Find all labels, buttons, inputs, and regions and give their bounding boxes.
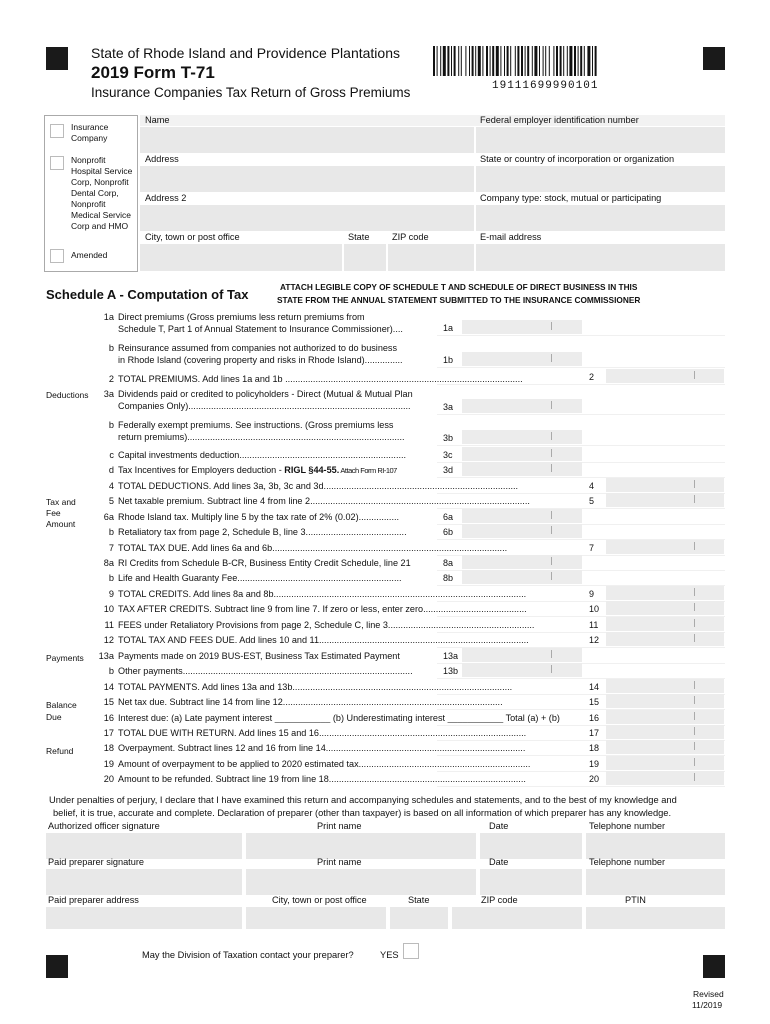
line-description: RI Credits from Schedule B-CR, Business Entity Credit Schedule, line 21 [118, 558, 411, 568]
line-number: 13a [98, 651, 114, 661]
cents-divider [551, 354, 552, 362]
line-description: Direct premiums (Gross premiums less return premiums from [118, 312, 365, 322]
state-name: State of Rhode Island and Providence Plantations [91, 45, 400, 61]
preparer-date-label: Date [489, 857, 509, 867]
company-type-label: Company type: stock, mutual or participating [480, 193, 662, 203]
line-description: Amount of overpayment to be applied to 2020 estimated tax.................................................................... [118, 759, 531, 769]
declaration-line-2: belief, it is true, accurate and complete. Declaration of preparer (other than taxpayer) is based on all information of which preparer has any knowledge. [53, 808, 672, 818]
insurance-company-label: Insurance Company [71, 122, 109, 143]
line-box-label: 5 [589, 496, 595, 506]
line-amount-input[interactable] [462, 447, 582, 461]
cents-divider [694, 542, 695, 550]
line-number: 4 [108, 481, 114, 491]
line-box-label: 18 [589, 743, 600, 753]
attach-note-2: STATE FROM THE ANNUAL STATEMENT SUBMITTED TO THE INSURANCE COMMISSIONER [277, 295, 641, 305]
line-description: Net taxable premium. Subtract line 4 from line 2....................................................................................... [118, 496, 530, 506]
email-input[interactable] [476, 244, 725, 271]
line-description: TOTAL TAX DUE. Add lines 6a and 6b............................................................................................. [118, 543, 508, 553]
cents-divider [551, 526, 552, 534]
line-description: TAX AFTER CREDITS. Subtract line 9 from line 7. If zero or less, enter zero......................................... [118, 604, 527, 614]
schedule-a-title: Schedule A - Computation of Tax [46, 287, 249, 302]
revised-date: 11/2019 [692, 1000, 723, 1010]
line-box-label: 13a [443, 651, 459, 661]
city-input[interactable] [140, 244, 342, 271]
line-description-cont: Schedule T, Part 1 of Annual Statement to Insurance Commissioner).... [118, 324, 403, 334]
line-box-label: 19 [589, 759, 600, 769]
line-description: TOTAL DEDUCTIONS. Add lines 3a, 3b, 3c and 3d............................................................................. [118, 481, 519, 491]
line-number: b [108, 666, 114, 676]
line-box-label: 4 [589, 481, 595, 491]
address2-label: Address 2 [145, 193, 187, 203]
name-label: Name [145, 115, 170, 125]
company-type-input[interactable] [476, 205, 725, 231]
line-amount-input[interactable] [462, 352, 582, 366]
cents-divider [694, 371, 695, 379]
preparer-state-input[interactable] [390, 907, 448, 929]
state-incorp-input[interactable] [476, 166, 725, 192]
line-number: 20 [103, 774, 114, 784]
registration-mark-top-right [703, 47, 725, 70]
line-description: Other payments........................................................................................... [118, 666, 413, 676]
line-description: Retaliatory tax from page 2, Schedule B, line 3........................................ [118, 527, 407, 537]
insurance-company-checkbox[interactable] [50, 124, 64, 138]
state-label: State [348, 232, 370, 242]
line-amount-input[interactable] [462, 399, 582, 413]
cents-divider [551, 432, 552, 440]
cents-divider [551, 322, 552, 330]
line-number: d [108, 465, 114, 475]
line-amount-input[interactable] [606, 540, 724, 554]
line-description-cont: return premiums)...................................................................................... [118, 432, 405, 442]
registration-mark-bottom-right [703, 955, 725, 978]
barcode-number: 19111699990101 [492, 80, 599, 92]
cents-divider [551, 557, 552, 565]
line-number: 6a [103, 512, 114, 522]
line-box-label: 17 [589, 728, 600, 738]
preparer-phone-input[interactable] [586, 869, 725, 895]
contact-yes-label: YES [380, 950, 399, 960]
line-number: 11 [104, 620, 114, 630]
form-title: 2019 Form T-71 [91, 63, 215, 82]
preparer-city-label: City, town or post office [272, 895, 367, 905]
line-description: TOTAL PREMIUMS. Add lines 1a and 1b .............................................................................................. [118, 374, 523, 384]
line-amount-input[interactable] [606, 601, 724, 615]
email-label: E-mail address [480, 232, 542, 242]
line-amount-input[interactable] [462, 570, 582, 584]
line-amount-input[interactable] [606, 632, 724, 646]
line-description: Overpayment. Subtract lines 12 and 16 from line 14............................................................................... [118, 743, 526, 753]
officer-phone-label: Telephone number [589, 821, 666, 831]
preparer-date-input[interactable] [480, 869, 582, 895]
line-number: 17 [103, 728, 114, 738]
line-box-label: 15 [589, 697, 600, 707]
amended-label: Amended [71, 250, 108, 260]
fein-input[interactable] [476, 127, 725, 153]
line-box-label: 3c [443, 450, 453, 460]
line-description: TOTAL CREDITS. Add lines 8a and 8b.................................................................................................... [118, 589, 527, 599]
line-number: 15 [103, 697, 114, 707]
line-amount-input[interactable] [606, 740, 724, 754]
cents-divider [694, 480, 695, 488]
line-box-label: 12 [589, 635, 600, 645]
zip-label: ZIP code [392, 232, 429, 242]
line-amount-input[interactable] [606, 710, 724, 724]
cents-divider [551, 511, 552, 519]
line-amount-input[interactable] [462, 430, 582, 444]
cents-divider [551, 449, 552, 457]
cents-divider [694, 588, 695, 596]
cents-divider [694, 758, 695, 766]
cents-divider [694, 603, 695, 611]
preparer-address-input[interactable] [46, 907, 242, 929]
line-number: b [108, 343, 114, 353]
officer-date-label: Date [489, 821, 509, 831]
officer-signature-label: Authorized officer signature [48, 821, 160, 831]
row-divider [437, 335, 725, 336]
declaration-line-1: Under penalties of perjury, I declare that I have examined this return and accompanying schedules and statements, and to the best of my knowledge and [49, 795, 677, 805]
preparer-zip-label: ZIP code [481, 895, 518, 905]
line-box-label: 9 [589, 589, 595, 599]
preparer-state-label: State [408, 895, 430, 905]
line-description: Life and Health Guaranty Fee................................................................. [118, 573, 402, 583]
registration-mark-top-left [46, 47, 68, 70]
line-number: b [108, 573, 114, 583]
row-divider [437, 445, 725, 446]
registration-mark-bottom-left [46, 955, 68, 978]
line-amount-input[interactable] [606, 493, 724, 507]
officer-signature-input[interactable] [46, 833, 242, 859]
line-box-label: 16 [589, 713, 600, 723]
line-box-label: 7 [589, 543, 595, 553]
preparer-signature-label: Paid preparer signature [48, 857, 145, 867]
line-amount-input[interactable] [606, 369, 724, 383]
line-box-label: 3d [443, 465, 454, 475]
revised-label: Revised [693, 989, 724, 999]
barcode [433, 46, 681, 76]
line-description: Net tax due. Subtract line 14 from line 12....................................................................................... [118, 697, 503, 707]
line-number: 5 [108, 496, 114, 506]
line-amount-input[interactable] [462, 462, 582, 476]
line-amount-input[interactable] [606, 679, 724, 693]
line-box-label: 3a [443, 402, 454, 412]
cents-divider [551, 665, 552, 673]
form-subtitle: Insurance Companies Tax Return of Gross Premiums [91, 85, 411, 100]
ptin-input[interactable] [586, 907, 725, 929]
line-description: Capital investments deduction.................................................................. [118, 450, 407, 460]
cents-divider [694, 773, 695, 781]
line-box-label: 10 [589, 604, 600, 614]
line-amount-input[interactable] [606, 478, 724, 492]
line-description: Federally exempt premiums. See instructions. (Gross premiums less [118, 420, 394, 430]
officer-phone-input[interactable] [586, 833, 725, 859]
line-number: 10 [103, 604, 114, 614]
cents-divider [551, 650, 552, 658]
cents-divider [694, 634, 695, 642]
preparer-address-label: Paid preparer address [48, 895, 139, 905]
line-description: FEES under Retaliatory Provisions from page 2, Schedule C, line 3.......................................................... [118, 620, 535, 630]
line-number: b [108, 420, 114, 430]
line-description: Tax Incentives for Employers deduction - RIGL §44-55. Attach Form RI-107 [118, 465, 397, 475]
line-description: Rhode Island tax. Multiply line 5 by the tax rate of 2% (0.02)................ [118, 512, 400, 522]
line-box-label: 13b [443, 666, 459, 676]
name-input[interactable] [140, 127, 474, 153]
line-number: b [108, 527, 114, 537]
line-amount-input[interactable] [462, 648, 582, 662]
line-number: 7 [108, 543, 114, 553]
preparer-city-input[interactable] [246, 907, 386, 929]
tax-fee-label: Tax and Fee Amount [46, 497, 76, 529]
address-input[interactable] [140, 166, 474, 192]
line-amount-input[interactable] [606, 586, 724, 600]
line-amount-input[interactable] [606, 771, 724, 785]
line-number: 19 [103, 759, 114, 769]
row-divider [437, 414, 725, 415]
state-input[interactable] [344, 244, 386, 271]
line-amount-input[interactable] [462, 509, 582, 523]
line-amount-input[interactable] [606, 617, 724, 631]
line-box-label: 8a [443, 558, 454, 568]
line-amount-input[interactable] [462, 320, 582, 334]
line-description-cont: in Rhode Island (covering property and risks in Rhode Island)............... [118, 355, 403, 365]
nonprofit-checkbox[interactable] [50, 156, 64, 170]
state-incorp-label: State or country of incorporation or organization [480, 154, 675, 164]
line-description: Dividends paid or credited to policyholders - Direct (Mutual & Mutual Plan [118, 389, 413, 399]
cents-divider [694, 727, 695, 735]
line-number: c [109, 450, 114, 460]
line-amount-input[interactable] [462, 555, 582, 569]
line-description: Interest due: (a) Late payment interest ___________ (b) Underestimating interest ___________ Total (a) + (b) [118, 713, 560, 723]
cents-divider [551, 401, 552, 409]
line-description: Amount to be refunded. Subtract line 19 from line 18.............................................................................. [118, 774, 526, 784]
deductions-label: Deductions [46, 390, 89, 400]
preparer-signature-input[interactable] [46, 869, 242, 895]
address2-input[interactable] [140, 205, 474, 231]
preparer-phone-label: Telephone number [589, 857, 666, 867]
payments-label: Payments [46, 653, 84, 663]
zip-input[interactable] [388, 244, 474, 271]
preparer-zip-input[interactable] [452, 907, 582, 929]
line-description: TOTAL TAX AND FEES DUE. Add lines 10 and 11................................................................................... [118, 635, 529, 645]
line-box-label: 3b [443, 433, 454, 443]
line-number: 9 [108, 589, 114, 599]
preparer-print-name-label: Print name [317, 857, 362, 867]
line-description: Reinsurance assumed from companies not authorized to do business [118, 343, 398, 353]
line-number: 1a [103, 312, 114, 322]
contact-question: May the Division of Taxation contact your preparer? [142, 950, 354, 960]
line-box-label: 1b [443, 355, 454, 365]
line-amount-input[interactable] [462, 524, 582, 538]
row-divider [437, 786, 725, 787]
cents-divider [694, 712, 695, 720]
line-box-label: 6b [443, 527, 454, 537]
line-box-label: 8b [443, 573, 454, 583]
ptin-label: PTIN [625, 895, 646, 905]
cents-divider [694, 742, 695, 750]
fein-label: Federal employer identification number [480, 115, 639, 125]
nonprofit-label: Nonprofit Hospital Service Corp, Nonprofit Dental Corp, Nonprofit Medical Service Corp and HMO [71, 155, 133, 231]
line-box-label: 20 [589, 774, 600, 784]
line-description: TOTAL PAYMENTS. Add lines 13a and 13b....................................................................................... [118, 682, 513, 692]
officer-print-name-input[interactable] [246, 833, 476, 859]
attach-note-1: ATTACH LEGIBLE COPY OF SCHEDULE T AND SCHEDULE OF DIRECT BUSINESS IN THIS [280, 282, 638, 292]
line-description-cont: Companies Only)........................................................................................ [118, 401, 411, 411]
line-amount-input[interactable] [606, 725, 724, 739]
address-label: Address [145, 154, 179, 164]
line-number: 2 [108, 374, 114, 384]
line-description: TOTAL DUE WITH RETURN. Add lines 15 and 16.................................................................................. [118, 728, 527, 738]
cents-divider [694, 696, 695, 704]
line-number: 12 [103, 635, 114, 645]
line-box-label: 1a [443, 323, 454, 333]
line-number: 18 [103, 743, 114, 753]
officer-print-name-label: Print name [317, 821, 362, 831]
refund-label: Refund [46, 746, 74, 756]
line-amount-input[interactable] [606, 756, 724, 770]
line-box-label: 2 [589, 372, 595, 382]
line-box-label: 14 [589, 682, 600, 692]
contact-yes-checkbox[interactable] [403, 943, 419, 959]
line-number: 16 [103, 713, 114, 723]
line-description: Payments made on 2019 BUS-EST, Business Tax Estimated Payment [118, 651, 400, 661]
cents-divider [694, 619, 695, 627]
line-number: 3a [103, 389, 114, 399]
line-amount-input[interactable] [462, 663, 582, 677]
row-divider [437, 367, 725, 368]
cents-divider [694, 681, 695, 689]
city-label: City, town or post office [145, 232, 240, 242]
preparer-print-name-input[interactable] [246, 869, 476, 895]
officer-date-input[interactable] [480, 833, 582, 859]
cents-divider [551, 572, 552, 580]
row-divider [437, 384, 725, 385]
line-box-label: 11 [589, 620, 599, 630]
line-number: 14 [103, 682, 114, 692]
amended-checkbox[interactable] [50, 249, 64, 263]
cents-divider [694, 495, 695, 503]
cents-divider [551, 464, 552, 472]
line-box-label: 6a [443, 512, 454, 522]
line-number: 8a [103, 558, 114, 568]
line-amount-input[interactable] [606, 694, 724, 708]
balance-due-label: Balance Due [46, 700, 77, 722]
